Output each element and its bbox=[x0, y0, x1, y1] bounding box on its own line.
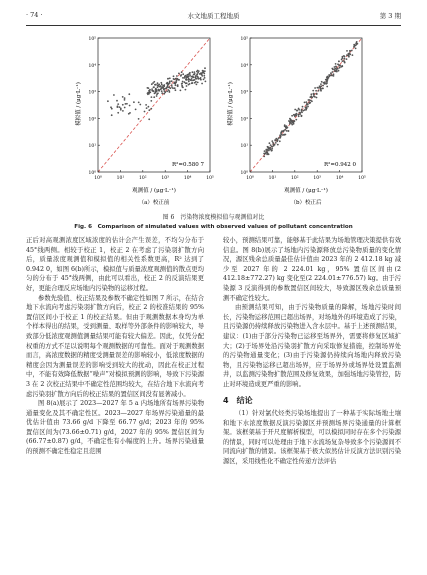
scatter-point bbox=[297, 114, 299, 116]
scatter-point bbox=[177, 78, 179, 80]
scatter-point bbox=[296, 110, 298, 112]
y-tick-label: 10² bbox=[88, 117, 96, 123]
scatter-point bbox=[189, 83, 191, 85]
scatter-point bbox=[181, 71, 183, 73]
scatter-point bbox=[186, 85, 188, 87]
scatter-point bbox=[153, 96, 155, 98]
scatter-point bbox=[172, 87, 174, 89]
scatter-point bbox=[311, 96, 313, 98]
scatter-point bbox=[166, 82, 168, 84]
scatter-point bbox=[326, 86, 328, 88]
x-tick-label: 10⁵ bbox=[206, 176, 214, 181]
scatter-point bbox=[187, 74, 189, 76]
scatter-point bbox=[157, 86, 159, 88]
panel-label-b: （b）校正后 bbox=[290, 200, 322, 206]
journal-name: 水文地质工程地质 bbox=[187, 12, 240, 20]
scatter-point bbox=[203, 73, 205, 75]
scatter-point bbox=[305, 107, 307, 109]
scatter-point bbox=[151, 96, 153, 98]
scatter-point bbox=[204, 70, 206, 72]
right-column bbox=[223, 236, 401, 467]
scatter-point bbox=[111, 108, 113, 110]
scatter-point bbox=[340, 66, 342, 68]
scatter-point bbox=[161, 84, 163, 86]
scatter-point bbox=[177, 85, 179, 87]
scatter-point bbox=[160, 88, 162, 90]
scatter-point bbox=[341, 59, 343, 61]
scatter-point bbox=[264, 152, 266, 154]
scatter-point bbox=[276, 140, 278, 142]
scatter-point bbox=[305, 101, 307, 103]
scatter-point bbox=[203, 75, 205, 77]
scatter-point bbox=[175, 84, 177, 86]
scatter-point bbox=[135, 109, 137, 111]
scatter-point bbox=[128, 93, 130, 95]
scatter-point bbox=[313, 95, 315, 97]
paragraph: 较小，预测结果可靠，能够基于此结果为场地管理决策提供有效信息。图 8(b)展示了场地内污染源释放总污染物质量的变化情况，源区残余总质量最佳估计值由 2023 年的 2 412.18 kg 减少至 2027 年的 2 224.01 kg，95% 置信区间由(2 412.18±772.27) kg 变化至(2 224.01±776.57) kg。由于污染源 3 反演得到的参数置信区间较大，导致源区残余总质量预测不确定性较大。 bbox=[223, 237, 401, 302]
scatter-point bbox=[155, 84, 157, 86]
scatter-point bbox=[301, 115, 303, 117]
scatter-point bbox=[117, 103, 119, 105]
scatter-point bbox=[107, 100, 109, 102]
figure-caption-cn: 图 6 污染物浓度模拟值与观测值对比 bbox=[162, 214, 265, 221]
scatter-point bbox=[264, 150, 266, 152]
scatter-point bbox=[200, 72, 202, 74]
scatter-point bbox=[124, 97, 126, 99]
y-axis-label-b: 模拟值 / (μg·L⁻¹) bbox=[228, 82, 234, 126]
scatter-point bbox=[299, 112, 301, 114]
scatter-point bbox=[129, 105, 131, 107]
scatter-point bbox=[124, 99, 126, 101]
scatter-point bbox=[323, 82, 325, 84]
scatter-point bbox=[348, 53, 350, 55]
scatter-point bbox=[278, 137, 280, 139]
scatter-point bbox=[166, 87, 168, 89]
scatter-point bbox=[191, 80, 193, 82]
scatter-point bbox=[176, 75, 178, 77]
y-tick-label: 10² bbox=[240, 117, 248, 123]
x-axis-label-a: 观测值 / (μg·L⁻¹) bbox=[132, 188, 176, 194]
scatter-point bbox=[178, 73, 180, 75]
scatter-point bbox=[185, 77, 187, 79]
scatter-point bbox=[148, 118, 150, 120]
scatter-point bbox=[311, 100, 313, 102]
scatter-point bbox=[295, 119, 297, 121]
scatter-point bbox=[291, 115, 293, 117]
scatter-point bbox=[182, 73, 184, 75]
scatter-point bbox=[266, 152, 268, 154]
scatter-point bbox=[271, 140, 273, 142]
scatter-point bbox=[313, 93, 315, 95]
y-axis-label-a: 模拟值 / (μg·L⁻¹) bbox=[76, 82, 82, 126]
scatter-point bbox=[188, 81, 190, 83]
x-tick-label: 10¹ bbox=[116, 176, 125, 181]
scatter-point bbox=[320, 89, 322, 91]
scatter-point bbox=[153, 81, 155, 83]
scatter-point bbox=[326, 82, 328, 84]
scatter-point bbox=[205, 81, 207, 83]
x-tick-label: 10⁰ bbox=[94, 176, 102, 181]
scatter-point bbox=[283, 130, 285, 132]
scatter-point bbox=[173, 82, 175, 84]
scatter-point bbox=[338, 60, 340, 62]
y-tick-label: 10³ bbox=[88, 90, 96, 96]
scatter-point bbox=[344, 62, 346, 64]
scatter-point bbox=[296, 113, 298, 115]
y-tick-label: 10¹ bbox=[88, 144, 96, 150]
scatter-point bbox=[332, 69, 334, 71]
scatter-point bbox=[320, 83, 322, 85]
scatter-point bbox=[355, 48, 357, 50]
paragraph: 参数先验值、校正结果及参数不确定性如图 7 所示，在结合地下水流向考虑污染羽扩散方向后，校正 2 的校准结果的 95% 置信区间小于校正 1 的校正结果。但由于观测数据本身均为单个样本得出的结果，受到测量、取样等外部条件的影响较大，导致部分低浓度观测值测量结果可能有较大偏差。因此，仅凭分配权重的方式不足以说明每个观测数据的可靠性。面对于观测数据而言，高浓度数据的精度受测量误差的影响较小，低浓度数据的精度会因为测量误差的影响受到较大的扰动，因此在校正过程中，不能有效降低数据“噪声”对模拟预测的影响，导致下污染源 3 在 2 次校正结果中不确定性范围均较大，在结合地下水流向考虑污染羽扩散方向后的校正结果的置信区间没有显著减小。 bbox=[26, 294, 204, 398]
scatter-point bbox=[288, 130, 290, 132]
y-tick-label: 10³ bbox=[240, 90, 248, 96]
scatter-point bbox=[335, 68, 337, 70]
scatter-points-a bbox=[107, 67, 206, 120]
scatter-point bbox=[139, 104, 141, 106]
scatter-point bbox=[201, 83, 203, 85]
scatter-point bbox=[271, 146, 273, 148]
scatter-point bbox=[279, 137, 281, 139]
scatter-point bbox=[150, 100, 152, 102]
r2-label-a: R²=0.580 7 bbox=[172, 162, 204, 168]
scatter-point bbox=[344, 56, 346, 58]
scatter-point bbox=[117, 112, 119, 114]
scatter-point bbox=[168, 89, 170, 91]
scatter-point bbox=[175, 89, 177, 91]
scatter-point bbox=[148, 109, 150, 111]
scatter-point bbox=[316, 93, 318, 95]
scatter-point bbox=[204, 67, 206, 69]
y-tick-label: 10⁴ bbox=[88, 63, 96, 69]
section-heading: 4 结论 bbox=[223, 395, 253, 405]
x-tick-label: 10¹ bbox=[268, 176, 277, 181]
scatter-point bbox=[145, 104, 147, 106]
scatter-point bbox=[354, 45, 356, 47]
scatter-point bbox=[335, 63, 337, 65]
scatter-point bbox=[322, 85, 324, 87]
scatter-point bbox=[174, 87, 176, 89]
scatter-point bbox=[279, 140, 281, 142]
scatter-point bbox=[157, 82, 159, 84]
scatter-point bbox=[133, 101, 135, 103]
scatter-point bbox=[113, 94, 115, 96]
scatter-point bbox=[318, 90, 320, 92]
scatter-point bbox=[173, 78, 175, 80]
scatter-point bbox=[349, 50, 351, 52]
scatter-point bbox=[180, 75, 182, 77]
scatter-point bbox=[332, 71, 334, 73]
scatter-point bbox=[310, 93, 312, 95]
scatter-point bbox=[279, 135, 281, 137]
scatter-point bbox=[158, 84, 160, 86]
scatter-point bbox=[122, 110, 124, 112]
scatter-point bbox=[307, 106, 309, 108]
scatter-point bbox=[199, 78, 201, 80]
scatter-point bbox=[164, 91, 166, 93]
scatter-point bbox=[355, 42, 357, 44]
scatter-point bbox=[309, 102, 311, 104]
scatter-point bbox=[195, 76, 197, 78]
scatter-point bbox=[333, 73, 335, 75]
running-header bbox=[26, 11, 401, 23]
scatter-point bbox=[280, 132, 282, 134]
scatter-point bbox=[312, 90, 314, 92]
x-axis-label-b: 观测值 / (μg·L⁻¹) bbox=[284, 188, 328, 194]
scatter-point bbox=[182, 81, 184, 83]
scatter-point bbox=[336, 66, 338, 68]
scatter-point bbox=[189, 73, 191, 75]
scatter-point bbox=[302, 110, 304, 112]
scatter-point bbox=[275, 142, 277, 144]
scatter-point bbox=[336, 71, 338, 73]
page-number: · 74 · bbox=[26, 11, 43, 19]
scatter-point bbox=[194, 79, 196, 81]
scatter-point bbox=[125, 103, 127, 105]
conclusion-paragraph: （1）针对氯代烃类污染场地提出了一种基于实际场地土壤和地下水浓度数据反演污染源区并预测场界污染通量的计算框架。该框架基于开尺度解析模型，可以模拟同时存在多个污染源的情景，同时可以处理由于地下水流场复杂导致多个污染源间不同流向扩散的情景。该框架基于极大似然估计反演方法识别污染源区，采用线性化不确定性传递方法评估 bbox=[223, 410, 401, 466]
scatter-point bbox=[150, 108, 152, 110]
paragraph: 图 8(a)展示了 2023—2027 年 5 a 内场地所有场界污染物通量变化及其不确定性区。2023—2027 年场界污染通量的最优估计值由 73.66 g/d 下降至 66.77 g/d；2023 年的 95% 置信区间为(73.66±0.71) g/d，2027 年的 95% 置信区间为(66.77±0.87) g/d，不确定性有小幅度的上升。场界污染通量的预测不确定性稳定且范围 bbox=[26, 400, 204, 456]
scatter-point bbox=[197, 82, 199, 84]
scatter-point bbox=[349, 54, 351, 56]
scatter-point bbox=[194, 71, 196, 73]
scatter-point bbox=[122, 96, 124, 98]
scatter-point bbox=[197, 78, 199, 80]
scatter-point bbox=[269, 142, 271, 144]
scatter-point bbox=[148, 106, 150, 108]
scatter-point bbox=[160, 82, 162, 84]
scatter-point bbox=[182, 77, 184, 79]
scatter-point bbox=[155, 89, 157, 91]
scatter-point bbox=[322, 88, 324, 90]
scatter-point bbox=[161, 92, 163, 94]
scatter-point bbox=[163, 93, 165, 95]
scatter-point bbox=[299, 113, 301, 115]
scatter-point bbox=[284, 124, 286, 126]
scatter-point bbox=[314, 87, 316, 89]
scatter-point bbox=[189, 74, 191, 76]
figure-caption-en: Fig. 6 Comparison of simulated values with observed values of pollutant concentration bbox=[74, 224, 353, 230]
scatter-point bbox=[330, 75, 332, 77]
scatter-point bbox=[204, 77, 206, 79]
scatter-point bbox=[122, 104, 124, 106]
scatter-point bbox=[267, 147, 269, 149]
scatter-point bbox=[178, 79, 180, 81]
scatter-point bbox=[327, 76, 329, 78]
scatter-point bbox=[153, 86, 155, 88]
scatter-point bbox=[298, 115, 300, 117]
scatter-point bbox=[144, 111, 146, 113]
scatter-point bbox=[263, 156, 265, 158]
scatter-point bbox=[185, 89, 187, 91]
scatter-point bbox=[167, 78, 169, 80]
paragraph: 由预测结果可知，由于污染物质量的降解，场地污染时间长，污染物运移范围已超出场界，对场地外的环境造成了污染，且污染源仍持续释放污染物进入含水层中。基于上述预测结果，建议：(1)由于部分污染物已运移至场界外，需要将修复区域扩大；(2)于场界处沿污染羽扩散方向采取修复措施，控制场界处的污染物通量变化；(3)由于污染源仍持续向场地内释放污染物，且污染物运移已超出场界，应于场界外或场界处设置监测井，以监测污染物扩散范围及修复效果，加强场地污染管控，防止对环境造成更严重的影响。 bbox=[223, 304, 401, 388]
y-tick-label: 10¹ bbox=[240, 144, 248, 150]
scatter-point bbox=[298, 108, 300, 110]
scatter-point bbox=[338, 70, 340, 72]
scatter-point bbox=[192, 71, 194, 73]
scatter-point bbox=[138, 118, 140, 120]
scatter-point bbox=[164, 88, 166, 90]
scatter-point bbox=[326, 79, 328, 81]
scatter-point bbox=[315, 90, 317, 92]
scatter-point bbox=[352, 54, 354, 56]
scatter-point bbox=[272, 142, 274, 144]
scatter-point bbox=[158, 89, 160, 91]
scatter-point bbox=[301, 109, 303, 111]
y-tick-label: 10⁰ bbox=[240, 171, 248, 176]
scatter-point bbox=[201, 75, 203, 77]
scatter-point bbox=[180, 90, 182, 92]
panel-a bbox=[74, 36, 214, 206]
scatter-point bbox=[161, 87, 163, 89]
scatter-point bbox=[334, 66, 336, 68]
scatter-point bbox=[119, 106, 121, 108]
scatter-point bbox=[344, 58, 346, 60]
paragraph: 正后对高观测浓度区域浓度的估计会产生误差，不均匀分布于 45°线两侧。相较于校正 1，校正 2 在考虑了污染羽扩散方向后，质量浓度观测值和模拟值的相关性系数更高，R² 达到了 0.942 0，如图 6(b)所示，模拟值与质量浓度观测值的散点更均匀的分布于 45°线两侧，由此可以看出，校正 2 的反演结果更好，更能合理反应场地内污染物的运移过程。 bbox=[26, 237, 204, 292]
figure-6 bbox=[70, 34, 370, 209]
scatter-point bbox=[271, 148, 273, 150]
scatter-point bbox=[169, 80, 171, 82]
scatter-point bbox=[167, 86, 169, 88]
scatter-point bbox=[120, 108, 122, 110]
scatter-point bbox=[116, 100, 118, 102]
scatter-point bbox=[316, 97, 318, 99]
scatter-point bbox=[146, 107, 148, 109]
scatter-point bbox=[346, 58, 348, 60]
scatter-point bbox=[327, 77, 329, 79]
scatter-point bbox=[155, 91, 157, 93]
scatter-point bbox=[195, 81, 197, 83]
scatter-point bbox=[171, 84, 173, 86]
scatter-point bbox=[170, 87, 172, 89]
x-tick-label: 10⁴ bbox=[335, 176, 344, 181]
header-rule bbox=[26, 25, 401, 26]
panel-label-a: （a）校正前 bbox=[138, 200, 170, 206]
scatter-point bbox=[147, 93, 149, 95]
scatter-point bbox=[342, 56, 344, 58]
y-tick-label: 10⁰ bbox=[88, 171, 96, 176]
scatter-point bbox=[192, 82, 194, 84]
scatter-point bbox=[173, 75, 175, 77]
y-tick-label: 10⁵ bbox=[88, 37, 96, 42]
scatter-point bbox=[333, 75, 335, 77]
scatter-point bbox=[124, 107, 126, 109]
scatter-point bbox=[181, 85, 183, 87]
scatter-point bbox=[274, 139, 276, 141]
scatter-point bbox=[184, 81, 186, 83]
scatter-point bbox=[185, 79, 187, 81]
scatter-point bbox=[294, 115, 296, 117]
scatter-point bbox=[111, 114, 113, 116]
scatter-point bbox=[277, 144, 279, 146]
scatter-point bbox=[181, 83, 183, 85]
scatter-point bbox=[320, 85, 322, 87]
scatter-point bbox=[321, 81, 323, 83]
scatter-point bbox=[276, 139, 278, 141]
scatter-point bbox=[128, 113, 130, 115]
y-tick-label: 10⁴ bbox=[240, 63, 248, 69]
panel-b bbox=[226, 36, 366, 206]
y-tick-label: 10⁵ bbox=[240, 37, 248, 42]
scatter-point bbox=[287, 127, 289, 129]
scatter-point bbox=[289, 118, 291, 120]
scatter-point bbox=[289, 122, 291, 124]
scatter-point bbox=[304, 102, 306, 104]
x-tick-label: 10⁵ bbox=[358, 176, 366, 181]
scatter-point bbox=[203, 79, 205, 81]
scatter-point bbox=[291, 124, 293, 126]
scatter-point bbox=[196, 84, 198, 86]
scatter-point bbox=[175, 81, 177, 83]
scatter-point bbox=[339, 65, 341, 67]
scatter-point bbox=[148, 87, 150, 89]
scatter-point bbox=[171, 80, 173, 82]
scatter-point bbox=[188, 76, 190, 78]
scatter-point bbox=[166, 91, 168, 93]
scatter-point bbox=[148, 92, 150, 94]
scatter-point bbox=[196, 71, 198, 73]
x-tick-label: 10² bbox=[291, 176, 299, 181]
scatter-point bbox=[330, 72, 332, 74]
scatter-point bbox=[292, 121, 294, 123]
scatter-point bbox=[193, 74, 195, 76]
x-tick-label: 10⁰ bbox=[246, 176, 254, 181]
scatter-point bbox=[169, 77, 171, 79]
scatter-point bbox=[190, 76, 192, 78]
scatter-point bbox=[117, 106, 119, 108]
scatter-points-b bbox=[263, 41, 358, 157]
x-tick-label: 10⁴ bbox=[183, 176, 192, 181]
scatter-point bbox=[138, 102, 140, 104]
scatter-point bbox=[196, 74, 198, 76]
scatter-point bbox=[157, 92, 159, 94]
scatter-point bbox=[317, 87, 319, 89]
r2-label-b: R²=0.942 0 bbox=[324, 162, 356, 168]
scatter-point bbox=[267, 148, 269, 150]
scatter-point bbox=[351, 50, 353, 52]
x-tick-label: 10³ bbox=[161, 176, 169, 181]
scatter-point bbox=[294, 109, 296, 111]
x-tick-label: 10³ bbox=[313, 176, 321, 181]
scatter-point bbox=[268, 153, 270, 155]
scatter-point bbox=[156, 95, 158, 97]
scatter-point bbox=[339, 67, 341, 69]
scatter-point bbox=[195, 78, 197, 80]
scatter-point bbox=[151, 88, 153, 90]
scatter-point bbox=[168, 84, 170, 86]
scatter-point bbox=[286, 130, 288, 132]
scatter-point bbox=[309, 99, 311, 101]
left-column bbox=[26, 236, 204, 457]
scatter-point bbox=[188, 79, 190, 81]
scatter-point bbox=[158, 85, 160, 87]
scatter-point bbox=[347, 55, 349, 57]
scatter-point bbox=[302, 106, 304, 108]
issue-number: 第 3 期 bbox=[379, 12, 401, 20]
scatter-point bbox=[161, 90, 163, 92]
scatter-point bbox=[342, 60, 344, 62]
x-tick-label: 10² bbox=[139, 176, 147, 181]
scatter-point bbox=[346, 50, 348, 52]
scatter-point bbox=[306, 103, 308, 105]
